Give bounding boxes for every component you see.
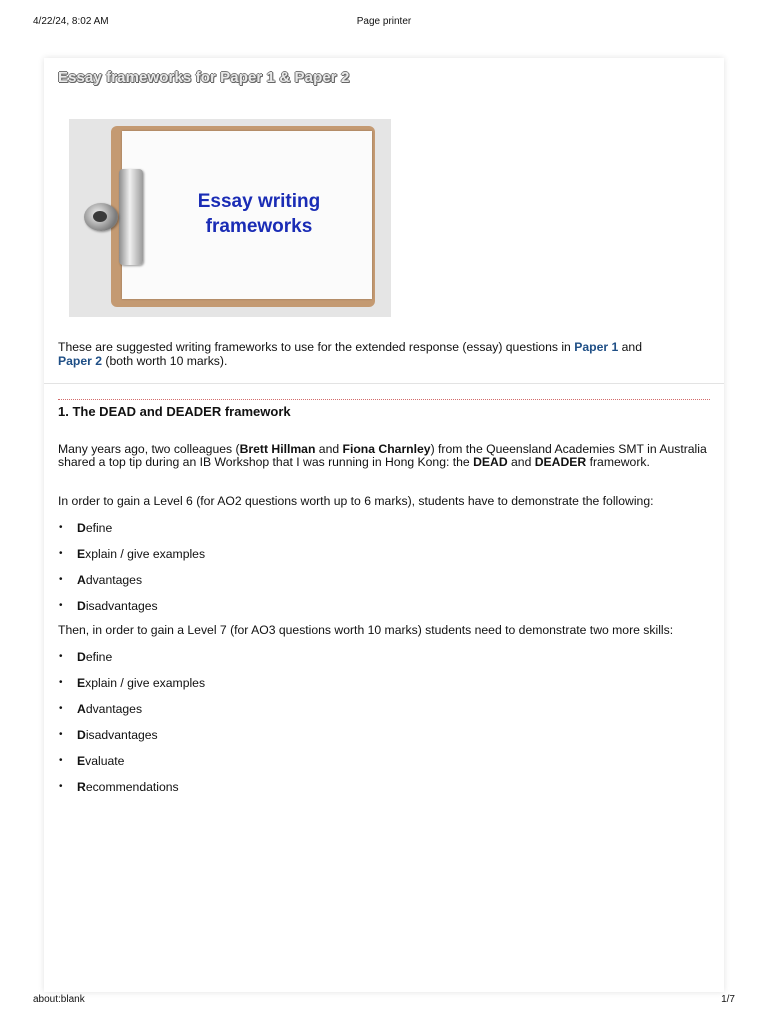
section-paragraph-2: In order to gain a Level 6 (for AO2 questions worth up to 6 marks), students have to demonstrate the following: xyxy=(58,494,654,508)
list-initial: E xyxy=(77,547,86,561)
print-datetime: 4/22/24, 8:02 AM xyxy=(33,16,109,27)
bullet: • xyxy=(59,522,63,533)
paper-1-link[interactable]: Paper 1 xyxy=(574,340,619,354)
print-url: about:blank xyxy=(33,994,85,1005)
list-item xyxy=(58,780,205,806)
hero-caption-line1: Essay writing xyxy=(197,191,321,212)
term-deader: DEADER xyxy=(534,455,587,469)
bullet: • xyxy=(59,781,63,792)
list-initial: A xyxy=(77,573,86,587)
bullet: • xyxy=(59,600,63,611)
divider xyxy=(44,383,724,384)
list-text: xplain / give examples xyxy=(85,676,206,690)
list-initial: D xyxy=(77,521,86,535)
list-initial: D xyxy=(77,728,86,742)
name-fiona: Fiona Charnley xyxy=(342,442,431,456)
para-text: Many years ago, two colleagues ( xyxy=(58,442,240,456)
bullet: • xyxy=(59,729,63,740)
bullet: • xyxy=(59,755,63,766)
intro-text: (both worth 10 marks). xyxy=(102,354,228,368)
list-initial: R xyxy=(77,780,86,794)
list-initial: E xyxy=(77,754,86,768)
list-text: xplain / give examples xyxy=(85,547,206,561)
term-dead: DEAD xyxy=(473,455,508,469)
name-brett: Brett Hillman xyxy=(239,442,316,456)
section-heading: 1. The DEAD and DEADER framework xyxy=(58,404,291,419)
print-footer xyxy=(33,994,735,1008)
list-item xyxy=(58,573,205,599)
list-text: ecommendations xyxy=(85,780,179,794)
bullet: • xyxy=(59,651,63,662)
intro-paragraph xyxy=(58,340,718,368)
list-text: valuate xyxy=(85,754,125,768)
list-initial: A xyxy=(77,702,86,716)
section-paragraph-1 xyxy=(58,443,712,469)
clip-icon xyxy=(119,169,143,265)
page-number: 1/7 xyxy=(721,994,735,1005)
section-paragraph-3: Then, in order to gain a Level 7 (for AO3 questions worth 10 marks) students need to demonstrate two more skills: xyxy=(58,623,674,637)
clip-ring-icon xyxy=(84,203,118,231)
list-item xyxy=(58,547,205,573)
print-header xyxy=(33,16,735,30)
document-card xyxy=(44,58,724,992)
dead-list xyxy=(58,521,205,625)
list-text: isadvantages xyxy=(85,728,158,742)
list-item xyxy=(58,728,205,754)
hero-caption-line2: frameworks xyxy=(205,216,313,237)
bullet: • xyxy=(59,703,63,714)
hero-caption xyxy=(189,189,329,239)
list-initial: D xyxy=(77,650,86,664)
deader-list xyxy=(58,650,205,806)
paper-2-link[interactable]: Paper 2 xyxy=(58,354,103,368)
page-title: Essay frameworks for Paper 1 & Paper 2 xyxy=(58,69,350,86)
list-text: efine xyxy=(85,650,113,664)
list-item xyxy=(58,599,205,625)
list-item xyxy=(58,702,205,728)
list-text: efine xyxy=(85,521,113,535)
dotted-divider xyxy=(58,399,710,400)
list-item xyxy=(58,650,205,676)
list-initial: E xyxy=(77,676,86,690)
bullet: • xyxy=(59,677,63,688)
list-text: dvantages xyxy=(85,573,143,587)
intro-text: and xyxy=(618,340,642,354)
para-text: and xyxy=(507,455,535,469)
print-title: Page printer xyxy=(356,16,412,27)
para-text: and xyxy=(315,442,343,456)
intro-text: These are suggested writing frameworks to use for the extended response (essay) questions in xyxy=(58,340,575,354)
list-item xyxy=(58,676,205,702)
list-text: dvantages xyxy=(85,702,143,716)
list-text: isadvantages xyxy=(85,599,158,613)
para-text: framework. xyxy=(586,455,650,469)
bullet: • xyxy=(59,574,63,585)
para-text: ) from the Queensland Academies SMT in Australia shared a top tip during an IB Workshop that I was running in Hong Kong: the xyxy=(58,442,707,469)
list-item xyxy=(58,521,205,547)
clipboard-image xyxy=(69,119,391,317)
list-item xyxy=(58,754,205,780)
bullet: • xyxy=(59,548,63,559)
list-initial: D xyxy=(77,599,86,613)
